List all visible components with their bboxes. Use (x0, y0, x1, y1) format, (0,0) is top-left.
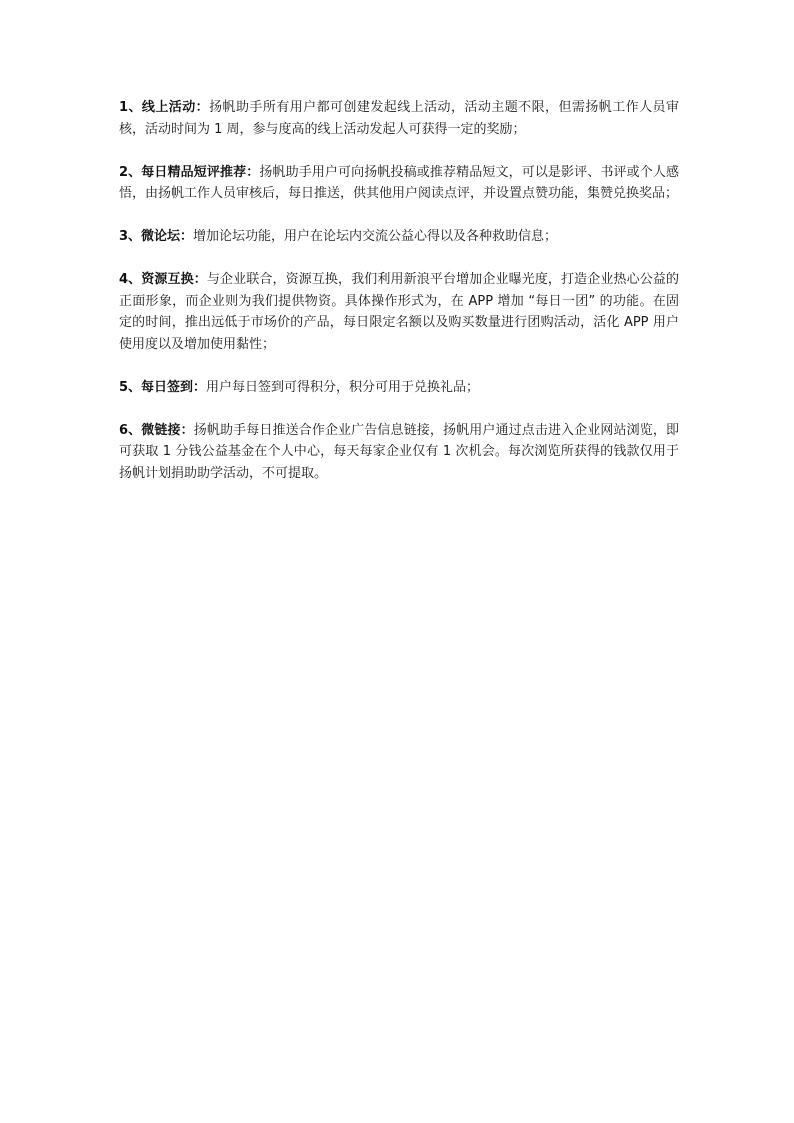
item-heading: 4、资源互换： (119, 272, 207, 287)
item-heading: 5、每日签到： (119, 379, 207, 395)
list-item (119, 226, 679, 248)
item-text: 用户每日签到可得积分，积分可用于兑换礼品； (206, 379, 480, 395)
item-text: 扬帆助手每日推送合作企业广告信息链接，扬帆用户通过点击进入企业网站浏览，即可获取 1 分钱公益基金在个人中心，每天每家企业仅有 1 次机会。每次浏览所获得的钱款仅用于扬帆计划捐助助学活动，不可提取。 (119, 422, 679, 481)
item-text: 扬帆助手用户可向扬帆投稿或推荐精品短文，可以是影评、书评或个人感悟，由扬帆工作人员审核后，每日推送，供其他用户阅读点评，并设置点赞功能，集赞兑换奖品； (119, 164, 679, 201)
document-body (119, 97, 679, 506)
item-heading: 3、微论坛： (119, 229, 194, 244)
item-text: 与企业联合，资源互换，我们利用新浪平台增加企业曝光度，打造企业热心公益的正面形象，而企业则为我们提供物资。具体操作形式为，在 APP 增加 “每日一团” 的功能。在固定的时间，推出远低于市场价的产品，每日限定名额以及购买数量进行团购活动，活化 APP 用户使用度以及增加使用黏性； (119, 272, 679, 352)
item-heading: 2、每日精品短评推荐： (119, 164, 260, 180)
item-heading: 6、微链接： (119, 422, 194, 438)
item-text: 扬帆助手所有用户都可创建发起线上活动，活动主题不限，但需扬帆工作人员审核，活动时间为 1 周，参与度高的线上活动发起人可获得一定的奖励； (119, 100, 679, 137)
list-item (119, 97, 679, 140)
list-item (119, 162, 679, 205)
item-text: 增加论坛功能，用户在论坛内交流公益心得以及各种救助信息； (193, 229, 558, 244)
item-heading: 1、线上活动： (119, 100, 210, 115)
list-item (119, 269, 679, 355)
list-item (119, 377, 679, 399)
list-item (119, 420, 679, 485)
